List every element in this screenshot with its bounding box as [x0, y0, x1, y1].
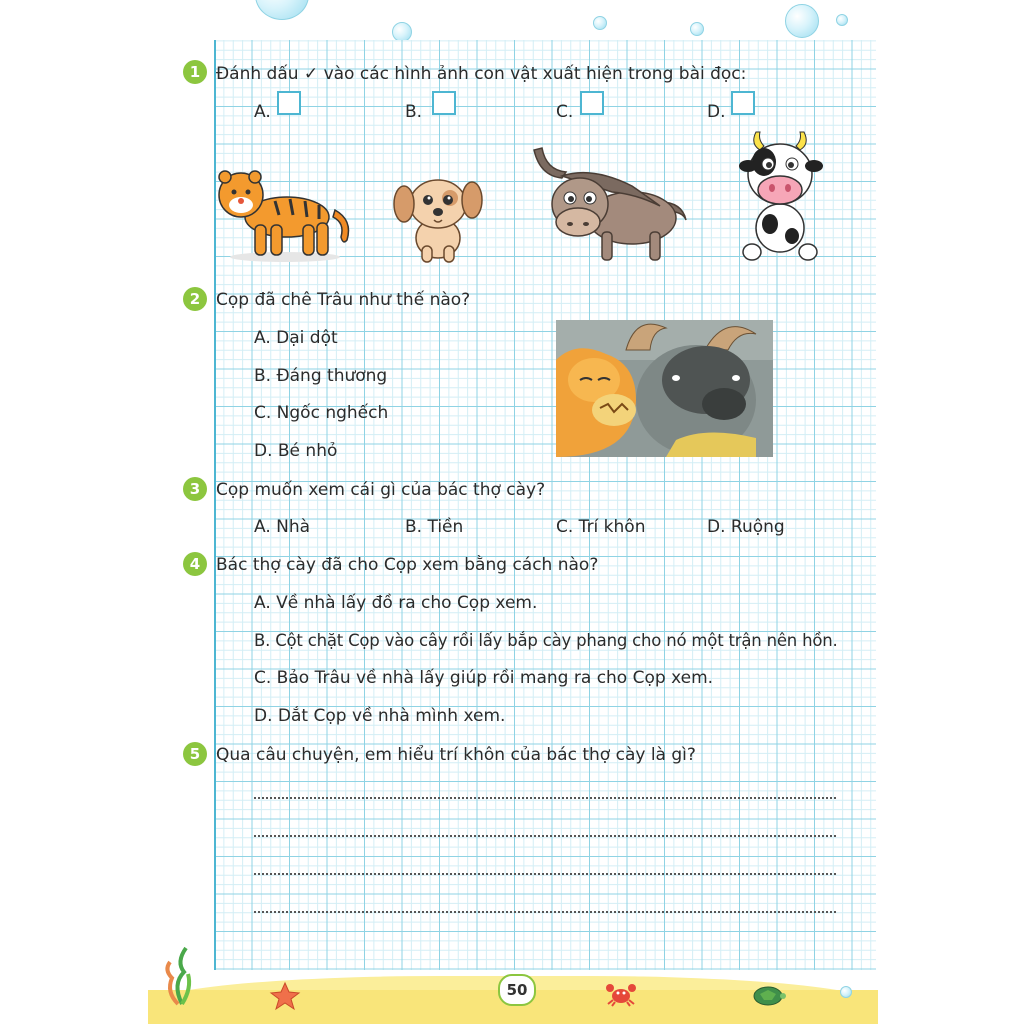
- q4-option-a[interactable]: A. Về nhà lấy đồ ra cho Cọp xem.: [254, 593, 538, 613]
- q1-option-a-checkbox[interactable]: [277, 91, 301, 115]
- q4-option-c[interactable]: C. Bảo Trâu về nhà lấy giúp rồi mang ra cho Cọp xem.: [254, 668, 714, 688]
- bubble-decoration: [593, 16, 607, 30]
- bubble-decoration: [392, 22, 412, 42]
- bubble-decoration: [785, 4, 819, 38]
- q2-option-a[interactable]: A. Dại dột: [254, 328, 338, 348]
- q3-option-b[interactable]: B. Tiền: [405, 517, 464, 537]
- q1-option-a-label: A.: [254, 102, 271, 122]
- dog-image: [390, 170, 485, 265]
- bubble-decoration: [840, 986, 852, 998]
- q2-option-d[interactable]: D. Bé nhỏ: [254, 441, 338, 461]
- answer-line-3[interactable]: [254, 872, 836, 875]
- bubble-decoration: [255, 0, 309, 20]
- q1-option-d-checkbox[interactable]: [731, 91, 755, 115]
- q2-option-c[interactable]: C. Ngốc nghếch: [254, 403, 389, 423]
- answer-line-2[interactable]: [254, 834, 836, 837]
- q1-option-b-label: B.: [405, 102, 423, 122]
- q1-option-c-label: C.: [556, 102, 574, 122]
- answer-line-1[interactable]: [254, 796, 836, 799]
- tiger-image: [215, 165, 355, 265]
- crab-icon: [605, 982, 637, 1006]
- q2-option-b[interactable]: B. Đáng thương: [254, 366, 388, 386]
- q1-option-b-checkbox[interactable]: [432, 91, 456, 115]
- question-2-text: Cọp đã chê Trâu như thế nào?: [216, 290, 471, 310]
- question-2-badge: 2: [183, 287, 207, 311]
- bubble-decoration: [836, 14, 848, 26]
- buffalo-image: [532, 146, 692, 266]
- seaweed-icon: [162, 944, 202, 1004]
- cow-image: [740, 128, 825, 268]
- q3-option-c[interactable]: C. Trí khôn: [556, 517, 646, 537]
- q3-option-a[interactable]: A. Nhà: [254, 517, 311, 537]
- starfish-icon: [270, 982, 300, 1010]
- tiger-buffalo-illustration: [556, 320, 773, 457]
- question-4-badge: 4: [183, 552, 207, 576]
- question-1-text: Đánh dấu ✓ vào các hình ảnh con vật xuất hiện trong bài đọc:: [216, 64, 747, 84]
- q4-option-b[interactable]: B. Cột chặt Cọp vào cây rồi lấy bắp cày phang cho nó một trận nên hồn.: [254, 631, 838, 650]
- q1-option-c-checkbox[interactable]: [580, 91, 604, 115]
- answer-line-4[interactable]: [254, 910, 836, 913]
- q4-option-d[interactable]: D. Dắt Cọp về nhà mình xem.: [254, 706, 506, 726]
- q3-option-d[interactable]: D. Ruộng: [707, 517, 785, 537]
- question-3-text: Cọp muốn xem cái gì của bác thợ cày?: [216, 480, 546, 500]
- question-4-text: Bác thợ cày đã cho Cọp xem bằng cách nào?: [216, 555, 599, 575]
- turtle-icon: [750, 984, 786, 1006]
- q1-option-d-label: D.: [707, 102, 726, 122]
- page-number: 50: [498, 974, 536, 1006]
- question-5-badge: 5: [183, 742, 207, 766]
- question-1-badge: 1: [183, 60, 207, 84]
- question-5-text: Qua câu chuyện, em hiểu trí khôn của bác thợ cày là gì?: [216, 745, 696, 765]
- bubble-decoration: [690, 22, 704, 36]
- question-3-badge: 3: [183, 477, 207, 501]
